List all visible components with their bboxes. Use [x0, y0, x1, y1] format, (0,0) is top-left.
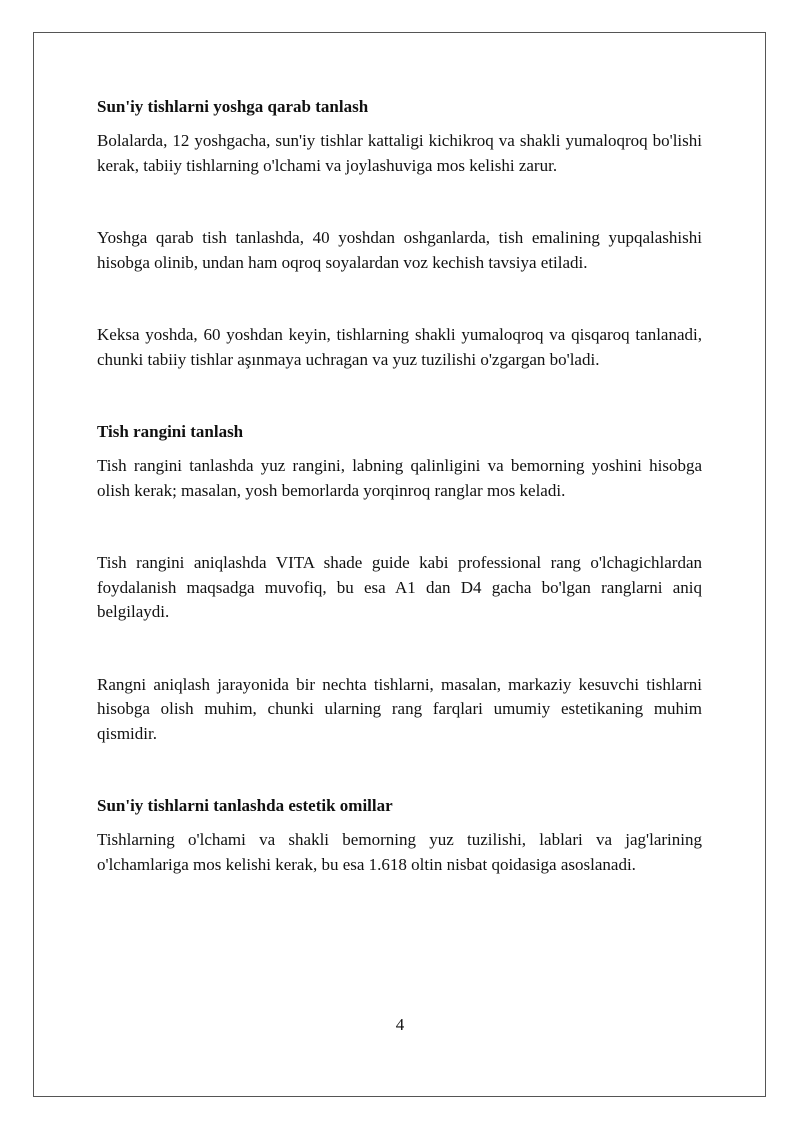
section-aesthetic-factors: [97, 793, 702, 877]
section-heading: Tish rangini tanlash: [97, 422, 244, 441]
document-body: [97, 94, 702, 877]
paragraph: Yoshga qarab tish tanlashda, 40 yoshdan oshganlarda, tish emalining yupqalashishi hisobga olinib, undan ham oqroq soyalardan voz kechish tavsiya etiladi.: [97, 228, 702, 272]
paragraph: Tish rangini aniqlashda VITA shade guide kabi professional rang o'lchagichlardan foydalanish maqsadga muvofiq, bu esa A1 dan D4 gacha bo'lgan ranglarni aniq belgilaydi.: [97, 553, 702, 621]
paragraph: Bolalarda, 12 yoshgacha, sun'iy tishlar kattaligi kichikroq va shakli yumaloqroq bo'lishi kerak, tabiiy tishlarning o'lchami va joylashuviga mos kelishi zarur.: [97, 131, 702, 175]
paragraph: Keksa yoshda, 60 yoshdan keyin, tishlarning shakli yumaloqroq va qisqaroq tanlanadi, chunki tabiiy tishlar aşınmaya uchragan va yuz tuzilishi o'zgargan bo'ladi.: [97, 325, 702, 369]
paragraph: Rangni aniqlash jarayonida bir nechta tishlarni, masalan, markaziy kesuvchi tishlarni hisobga olish muhim, chunki ularning rang farqlari umumiy estetikaning muhim qismidir.: [97, 674, 702, 743]
section-tooth-color: [97, 419, 702, 746]
paragraph: Tish rangini tanlashda yuz rangini, labning qalinligini va bemorning yoshini hisobga olish kerak; masalan, yosh bemorlarda yorqinroq ranglar mos keladi.: [97, 456, 702, 500]
section-age-selection: [97, 94, 702, 372]
page-number: 4: [395, 1015, 405, 1034]
section-heading: Sun'iy tishlarni yoshga qarab tanlash: [97, 97, 369, 116]
paragraph: Tishlarning o'lchami va shakli bemorning yuz tuzilishi, lablari va jag'larining o'lchamlariga mos kelishi kerak, bu esa 1.618 oltin nisbat qoidasiga asoslanadi.: [97, 830, 702, 874]
section-heading: Sun'iy tishlarni tanlashda estetik omillar: [97, 796, 393, 815]
